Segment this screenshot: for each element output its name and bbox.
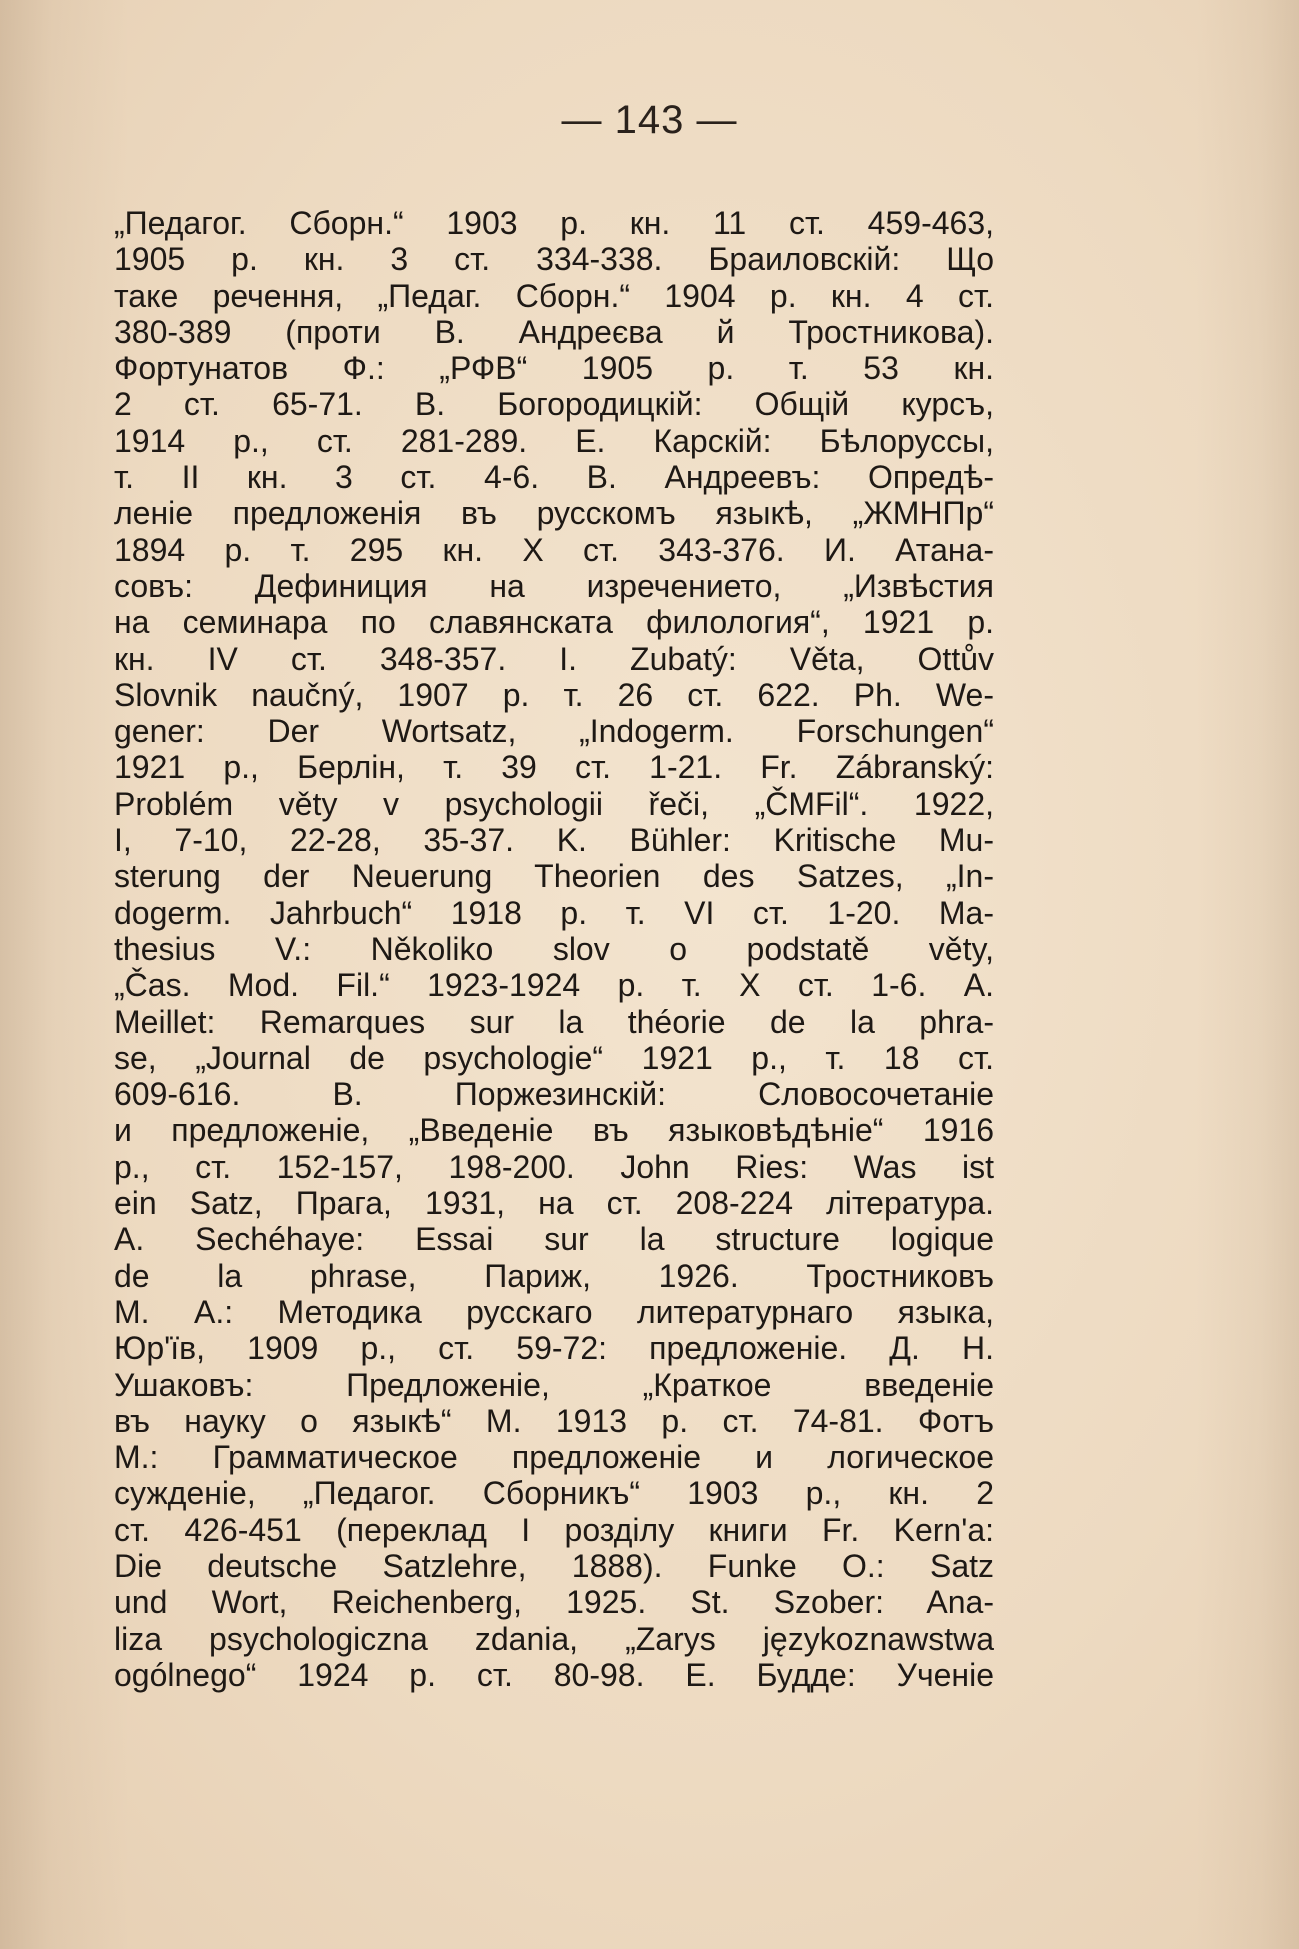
text-line: ogólnego“ 1924 р. ст. 80-98. Е. Будде: Ученіе (114, 1656, 994, 1693)
text-line: se, „Journal de psychologie“ 1921 р., т. 18 ст. (114, 1039, 994, 1076)
text-line: Problém věty v psychologii řeči, „ČMFil“. 1922, (114, 785, 994, 822)
text-line: т. II кн. 3 ст. 4-6. В. Андреевъ: Опредѣ- (114, 459, 994, 496)
text-line: 1921 р., Берлін, т. 39 ст. 1-21. Fr. Zábranský: (114, 749, 994, 786)
text-line: Slovnik naučný, 1907 р. т. 26 ст. 622. Ph. We- (114, 676, 994, 713)
text-line: 609-616. В. Поржезинскій: Словосочетаніе (114, 1076, 994, 1113)
text-line: dogerm. Jahrbuch“ 1918 р. т. VI ст. 1-20. Ma- (114, 894, 994, 931)
text-line: ein Satz, Прага, 1931, на ст. 208-224 література. (114, 1185, 994, 1222)
text-line: liza psychologiczna zdania, „Zarys językoznawstwa (114, 1620, 994, 1657)
text-line: sterung der Neuerung Theorien des Satzes, „In- (114, 858, 994, 895)
text-line: М.: Грамматическое предложеніе и логическое (114, 1439, 994, 1476)
text-line: 1914 р., ст. 281-289. Е. Карскій: Бѣлоруссы, (114, 422, 994, 459)
text-line: gener: Der Wortsatz, „Indogerm. Forschungen“ (114, 713, 994, 750)
text-line: thesius V.: Několiko slov o podstatě věty, (114, 930, 994, 967)
text-line: кн. IV ст. 348-357. I. Zubatý: Věta, Ottův (114, 640, 994, 677)
text-line: М. А.: Методика русскаго литературнаго языка, (114, 1293, 994, 1330)
text-line: на семинара по славянската филология“, 1921 р. (114, 604, 994, 641)
text-line: „Čas. Mod. Fil.“ 1923-1924 р. т. X ст. 1-6. A. (114, 967, 994, 1004)
page-number: — 143 — (561, 98, 738, 142)
text-line: сужденіе, „Педагог. Сборникъ“ 1903 р., кн. 2 (114, 1475, 994, 1512)
text-line: „Педагог. Сборн.“ 1903 р. кн. 11 ст. 459-463, (114, 205, 994, 241)
text-line: совъ: Дефиниция на изречението, „Извѣстия (114, 567, 994, 604)
text-line: Фортунатов Ф.: „РФВ“ 1905 р. т. 53 кн. (114, 350, 994, 387)
text-line: 380-389 (проти В. Андреєва й Тростникова). (114, 313, 994, 350)
text-line: A. Sechéhaye: Essai sur la structure logique (114, 1221, 994, 1258)
text-line: 2 ст. 65-71. В. Богородицкій: Общій курсъ, (114, 386, 994, 423)
text-line: Юр'їв, 1909 р., ст. 59-72: предложеніе. Д. Н. (114, 1330, 994, 1367)
text-line: и предложеніе, „Введеніе въ языковѣдѣніе“ 1916 (114, 1112, 994, 1149)
text-line: въ науку о языкѣ“ М. 1913 р. ст. 74-81. Фотъ (114, 1402, 994, 1439)
bibliography-text (114, 205, 994, 1693)
text-line: 1905 р. кн. 3 ст. 334-338. Браиловскій: Що (114, 241, 994, 278)
text-line: ст. 426-451 (переклад I розділу книги Fr. Kern'a: (114, 1511, 994, 1548)
text-line: I, 7-10, 22-28, 35-37. K. Bühler: Kritische Mu- (114, 822, 994, 859)
text-line: de la phrase, Париж, 1926. Тростниковъ (114, 1257, 994, 1294)
text-line: р., ст. 152-157, 198-200. John Ries: Was ist (114, 1148, 994, 1185)
text-line: таке речення, „Педаг. Сборн.“ 1904 р. кн. 4 ст. (114, 277, 994, 314)
text-line: леніе предложенія въ русскомъ языкѣ, „ЖМНПр“ (114, 495, 994, 532)
text-line: Die deutsche Satzlehre, 1888). Funke O.: Satz (114, 1547, 994, 1584)
text-line: 1894 р. т. 295 кн. X ст. 343-376. И. Атана- (114, 531, 994, 568)
text-line: Meillet: Remarques sur la théorie de la phra- (114, 1003, 994, 1040)
text-line: und Wort, Reichenberg, 1925. St. Szober: Ana- (114, 1584, 994, 1621)
text-line: Ушаковъ: Предложеніе, „Краткое введеніе (114, 1366, 994, 1403)
